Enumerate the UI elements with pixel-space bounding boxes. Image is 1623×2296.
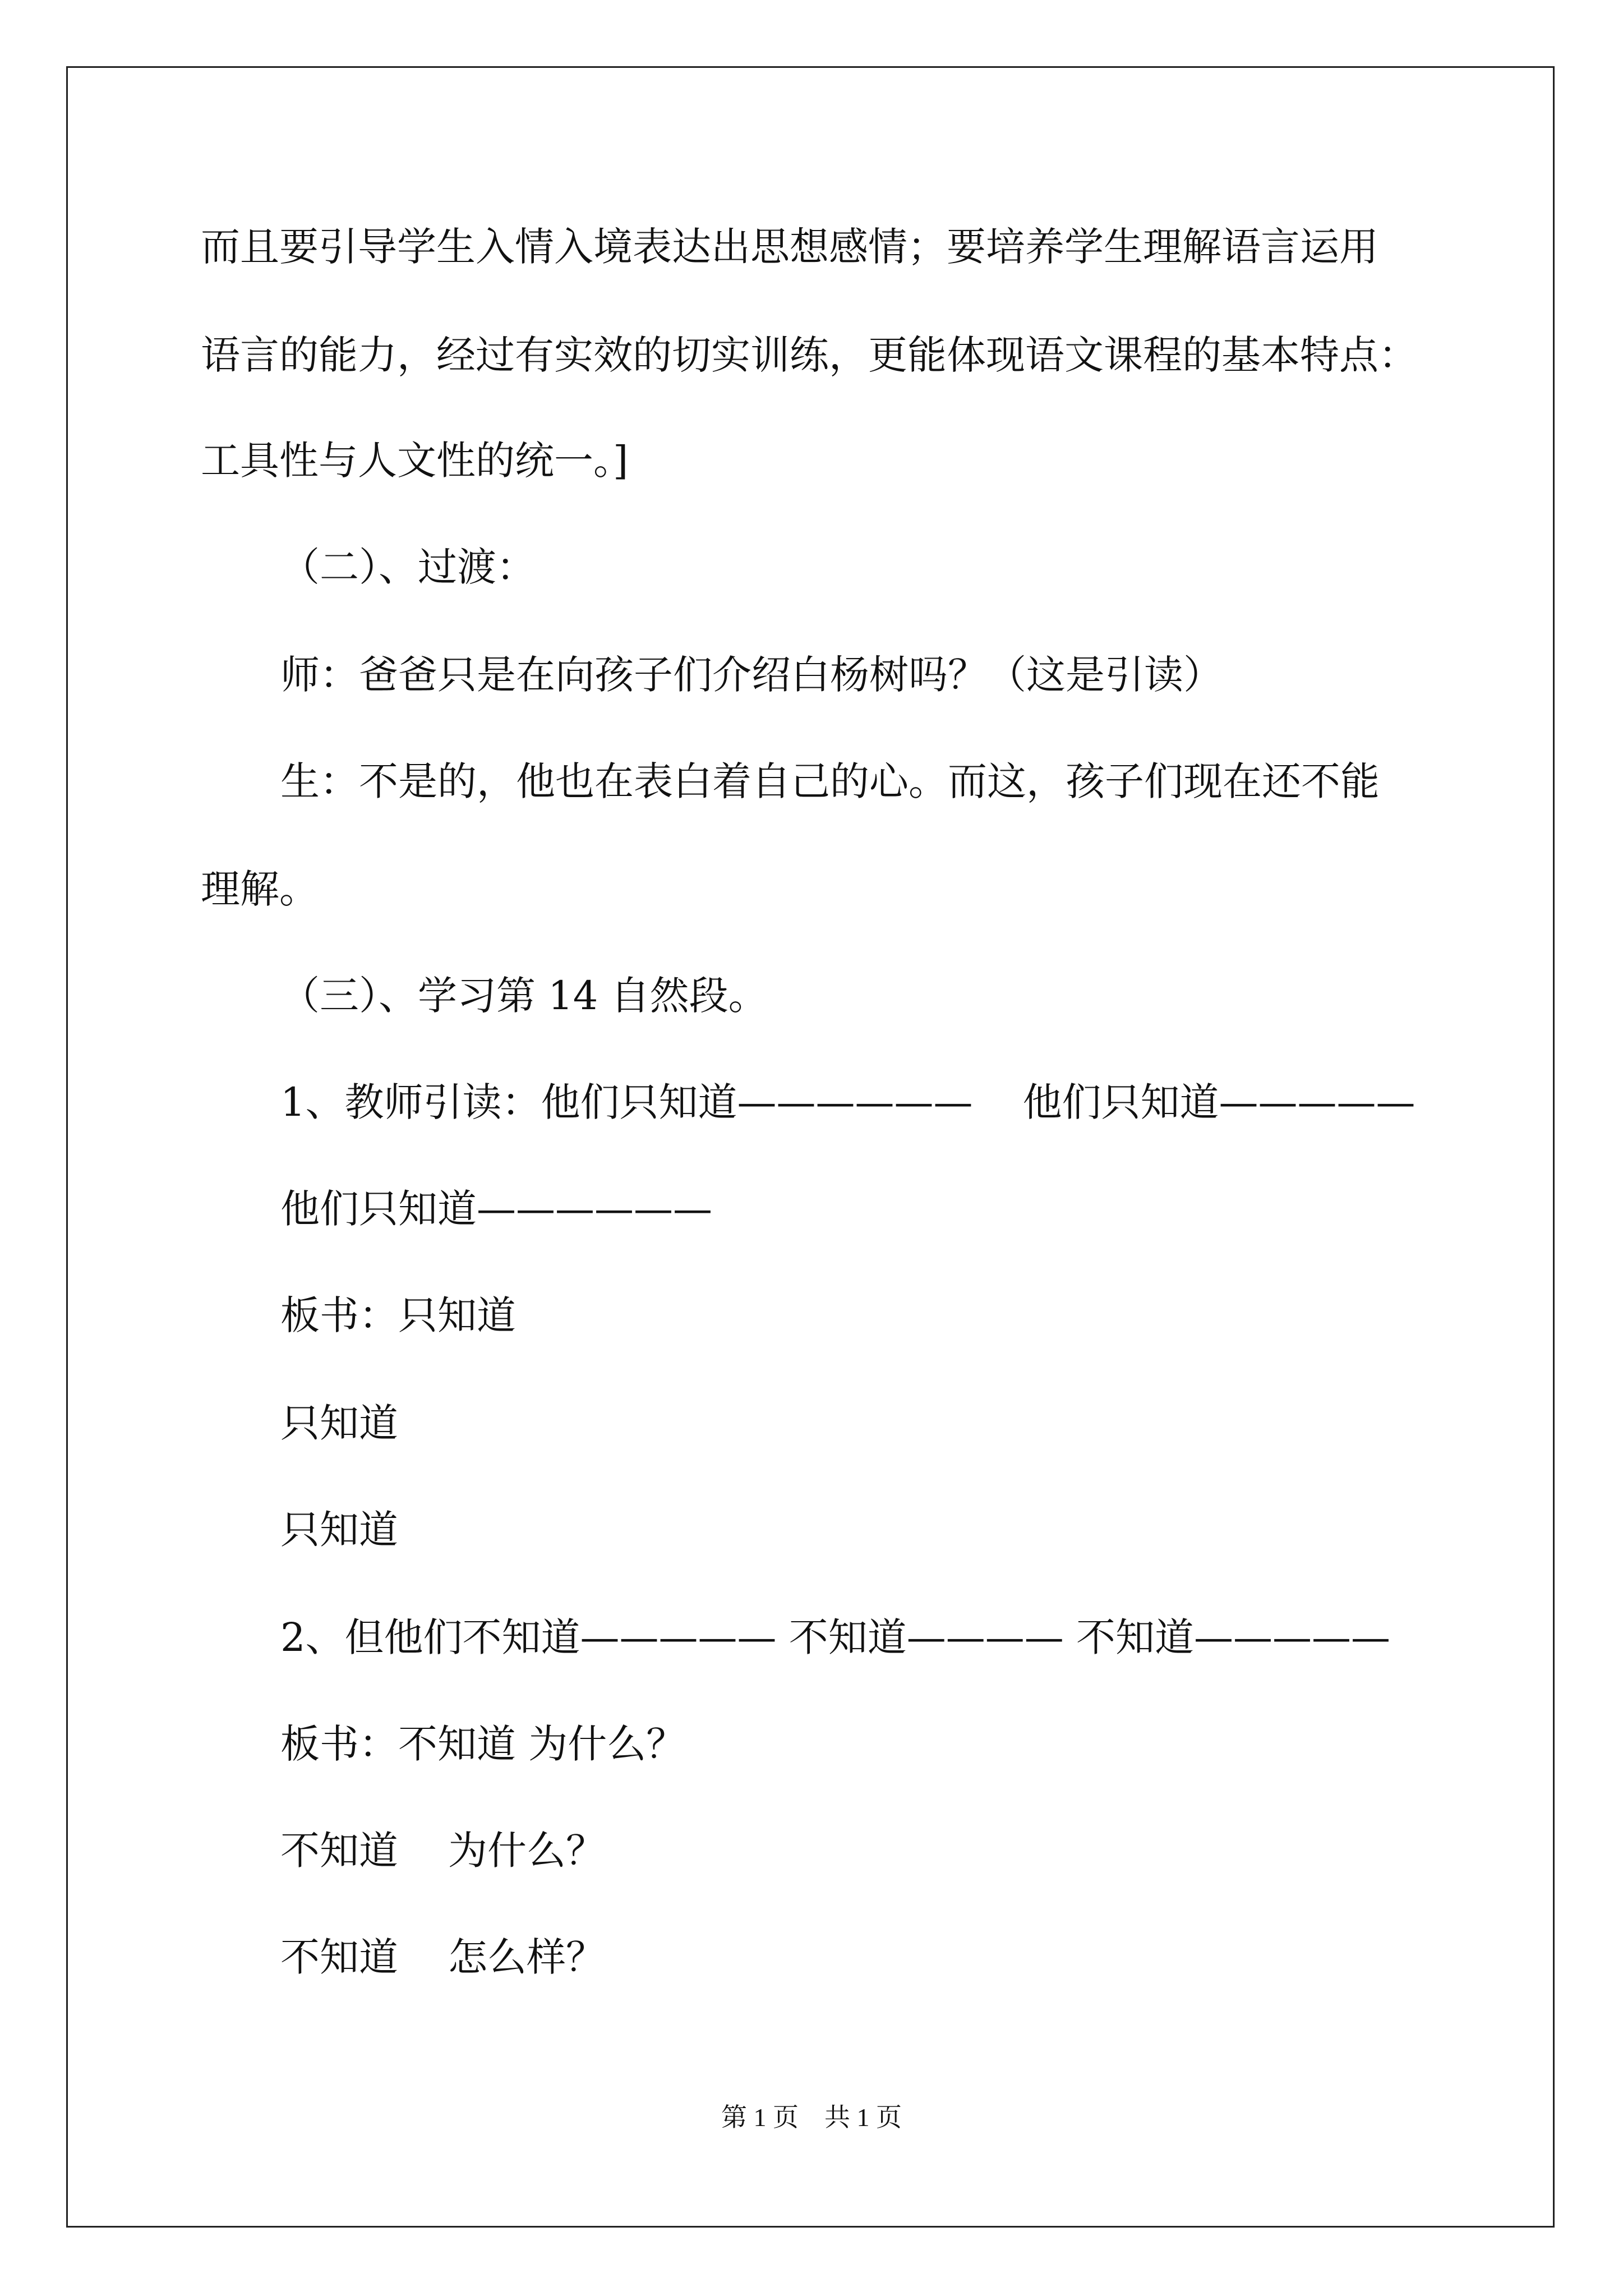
board-note-1: 板书：只知道 <box>280 1292 516 1338</box>
student-line-cont: 理解。 <box>201 866 319 912</box>
page-footer: 第 1 页 共 1 页 <box>721 2103 902 2132</box>
board-note-2-b: 不知道 怎么样？ <box>280 1934 606 1980</box>
page-border <box>66 66 1555 2228</box>
item-2-line: 2、但他们不知道————— 不知道———— 不知道————— <box>280 1614 1391 1660</box>
board-note-1-b: 只知道 <box>280 1507 398 1553</box>
item-1-line: 1、教师引读：他们只知道—————— 他们只知道————— <box>280 1079 1415 1125</box>
item-1-line-cont: 他们只知道—————— <box>280 1186 712 1232</box>
board-note-2: 板书：不知道 为什么？ <box>280 1721 686 1767</box>
paragraph-line-1: 而且要引导学生入情入境表达出思想感情；要培养学生理解语言运用 <box>201 224 1378 270</box>
board-note-2-a: 不知道 为什么？ <box>280 1828 606 1874</box>
section-heading-2: （二）、过渡： <box>280 544 536 590</box>
board-note-1-a: 只知道 <box>280 1400 398 1446</box>
section-heading-3: （三）、学习第 14 自然段。 <box>280 973 768 1019</box>
teacher-line: 师：爸爸只是在向孩子们介绍白杨树吗？（这是引读） <box>280 652 1223 698</box>
student-line: 生：不是的，他也在表白着自己的心。而这，孩子们现在还不能 <box>280 758 1380 804</box>
paragraph-line-3: 工具性与人文性的统一。] <box>201 438 629 484</box>
paragraph-line-2: 语言的能力，经过有实效的切实训练，更能体现语文课程的基本特点： <box>201 332 1418 378</box>
